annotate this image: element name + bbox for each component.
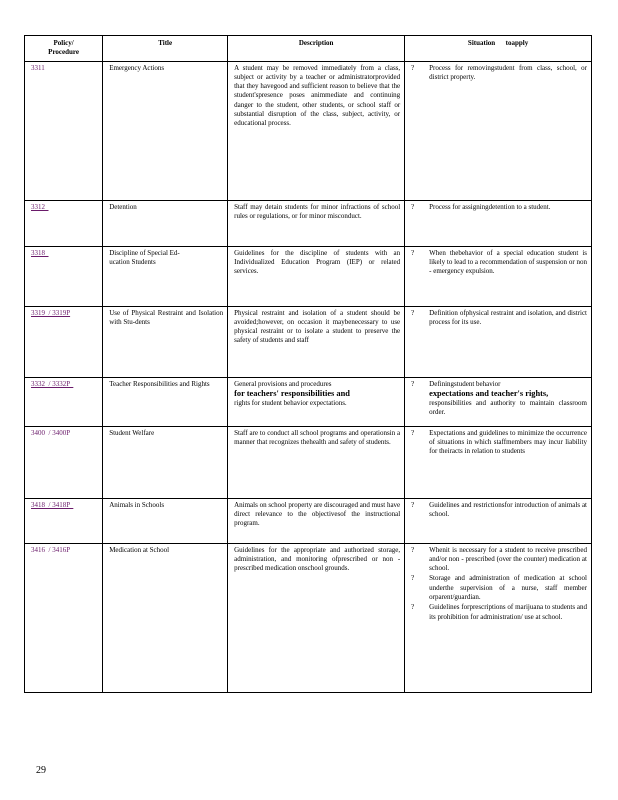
page-number: 29: [36, 765, 46, 776]
policy-id-link[interactable]: 3400 / 3400P: [31, 428, 71, 437]
policy-title: Detention: [103, 200, 228, 246]
situation-list: [411, 64, 587, 83]
policy-description: Staff may detain students for minor infractions of school rules or regulations, or for minor misconduct.: [228, 200, 405, 246]
policy-description: [228, 377, 405, 426]
situation-text: Process for removingstudent from class, school, or district property.: [429, 63, 587, 81]
situation-text: Guidelines and restrictionsfor introduction of animals at school.: [429, 500, 587, 518]
bullet-icon: ?: [411, 308, 415, 317]
table-row: [25, 306, 592, 377]
policy-id-cell: [25, 246, 103, 306]
bullet-icon: ?: [411, 248, 415, 257]
situation-cell: [405, 246, 592, 306]
situation-cell: [405, 306, 592, 377]
situation-cell: [405, 61, 592, 200]
policy-id-cell: [25, 426, 103, 498]
description-text: General provisions and procedures: [234, 379, 332, 388]
policy-description: A student may be removed immediately from a class, subject or activity by a teacher or administratorprovided that they havegood and sufficient reason to believe that the student'spresence poses animmediate and continuing danger to the student, other students, or school staff or substantial disruption of the class, subject, activity, or educational process.: [228, 61, 405, 200]
situation-item: [411, 64, 587, 83]
policy-id-link[interactable]: 3318: [31, 248, 49, 257]
situation-text: Definition ofphysical restraint and isolation, and district process for its use.: [429, 308, 587, 326]
bullet-icon: ?: [411, 603, 415, 612]
situation-list: [411, 203, 587, 212]
situation-item: [411, 309, 587, 328]
situation-cell: [405, 377, 592, 426]
policy-description: Guidelines for the appropriate and authorized storage, administration, and monitoring ofprescribed or non -prescribed medication onschool grounds.: [228, 543, 405, 692]
situation-text: responsibilities and authority to maintain classroom order.: [429, 399, 587, 417]
situation-item: [411, 429, 587, 457]
bullet-icon: ?: [411, 500, 415, 509]
policy-title: Student Welfare: [103, 426, 228, 498]
table-row: [25, 426, 592, 498]
table-row: [25, 498, 592, 543]
situation-cell: [405, 426, 592, 498]
policy-id-link[interactable]: 3416 / 3416P: [31, 545, 71, 554]
table-row: [25, 61, 592, 200]
policy-description: Physical restraint and isolation of a student should be avoided;however, on occasion it maybenecessary to use physical restraint or to isolate a student to preserve the safety of students and staff: [228, 306, 405, 377]
situation-cell: [405, 543, 592, 692]
header-situation: Situation toapply: [405, 36, 592, 62]
situation-text: Process for assigningdetention to a student.: [429, 202, 551, 211]
situation-text: Guidelines forprescriptions of marijuana to students and its prohibition for administration/ use at school.: [429, 603, 587, 621]
situation-cell: [405, 498, 592, 543]
situation-list: [411, 309, 587, 328]
table-row: [25, 543, 592, 692]
description-text: rights for student behavior expectations.: [234, 399, 347, 408]
header-row: [25, 36, 592, 62]
policy-title: Animals in Schools: [103, 498, 228, 543]
situation-list: [411, 429, 587, 457]
policy-id-cell: [25, 543, 103, 692]
policy-description: Animals on school property are discouraged and must have direct relevance to the objectivesof the instructional program.: [228, 498, 405, 543]
table-row: [25, 377, 592, 426]
policy-id-link[interactable]: 3418 / 3418P: [31, 500, 74, 509]
policy-id-link[interactable]: 3332 / 3332P: [31, 379, 74, 388]
table-row: [25, 246, 592, 306]
policy-title: Teacher Responsibilities and Rights: [103, 377, 228, 426]
header-title: Title: [103, 36, 228, 62]
policy-description: Staff are to conduct all school programs and operationsin a manner that recognizes thehealth and safety of students.: [228, 426, 405, 498]
policy-title: Discipline of Special Ed- ucation Students: [103, 246, 228, 306]
situation-item: [411, 380, 587, 418]
bullet-icon: ?: [411, 574, 415, 583]
policy-id-link[interactable]: 3311: [31, 63, 45, 72]
policy-id-link[interactable]: 3312: [31, 202, 49, 211]
policy-id-cell: [25, 377, 103, 426]
situation-item: [411, 574, 587, 602]
bullet-icon: ?: [411, 63, 415, 72]
situation-cell: [405, 200, 592, 246]
policy-id-cell: [25, 200, 103, 246]
situation-text: Storage and administration of medication at school underthe supervision of a nurse, staff member orparent/guardian.: [429, 574, 587, 602]
situation-item: [411, 249, 587, 277]
policy-title: Medication at School: [103, 543, 228, 692]
header-description: Description: [228, 36, 405, 62]
policy-id-cell: [25, 498, 103, 543]
situation-item: [411, 546, 587, 574]
situation-text: Whenit is necessary for a student to receive prescribed and/or non - prescribed (over the counter) medication at school.: [429, 545, 587, 573]
situation-list: [411, 249, 587, 277]
policy-id-cell: [25, 61, 103, 200]
policy-title: Use of Physical Restraint and Isolation with Stu-dents: [103, 306, 228, 377]
policy-description: Guidelines for the discipline of students with an Individualized Education Program (IEP) or related services.: [228, 246, 405, 306]
bullet-icon: ?: [411, 545, 415, 554]
situation-list: [411, 380, 587, 418]
situation-text: Definingstudent behavior: [429, 379, 501, 388]
situation-item: [411, 603, 587, 622]
policy-id-cell: [25, 306, 103, 377]
situation-text: Expectations and guidelines to minimize the occurrence of situations in which staffmembers may incur liability for theiracts in relation to students: [429, 428, 587, 456]
bullet-icon: ?: [411, 379, 415, 388]
situation-text-emphasis: expectations and teacher's rights,: [429, 388, 549, 398]
situation-item: [411, 203, 587, 212]
bullet-icon: ?: [411, 202, 415, 211]
policy-table: [24, 35, 592, 693]
table-row: [25, 200, 592, 246]
situation-text: When thebehavior of a special education student is likely to lead to a recommendation of suspension or non - emergency expulsion.: [429, 248, 587, 276]
situation-item: [411, 501, 587, 520]
header-policy-procedure: Policy/ Procedure: [25, 36, 103, 62]
situation-list: [411, 546, 587, 622]
policy-id-link[interactable]: 3319 / 3319P: [31, 308, 71, 317]
policy-title: Emergency Actions: [103, 61, 228, 200]
bullet-icon: ?: [411, 428, 415, 437]
description-text-emphasis: for teachers' responsibilities and: [234, 388, 350, 398]
situation-list: [411, 501, 587, 520]
